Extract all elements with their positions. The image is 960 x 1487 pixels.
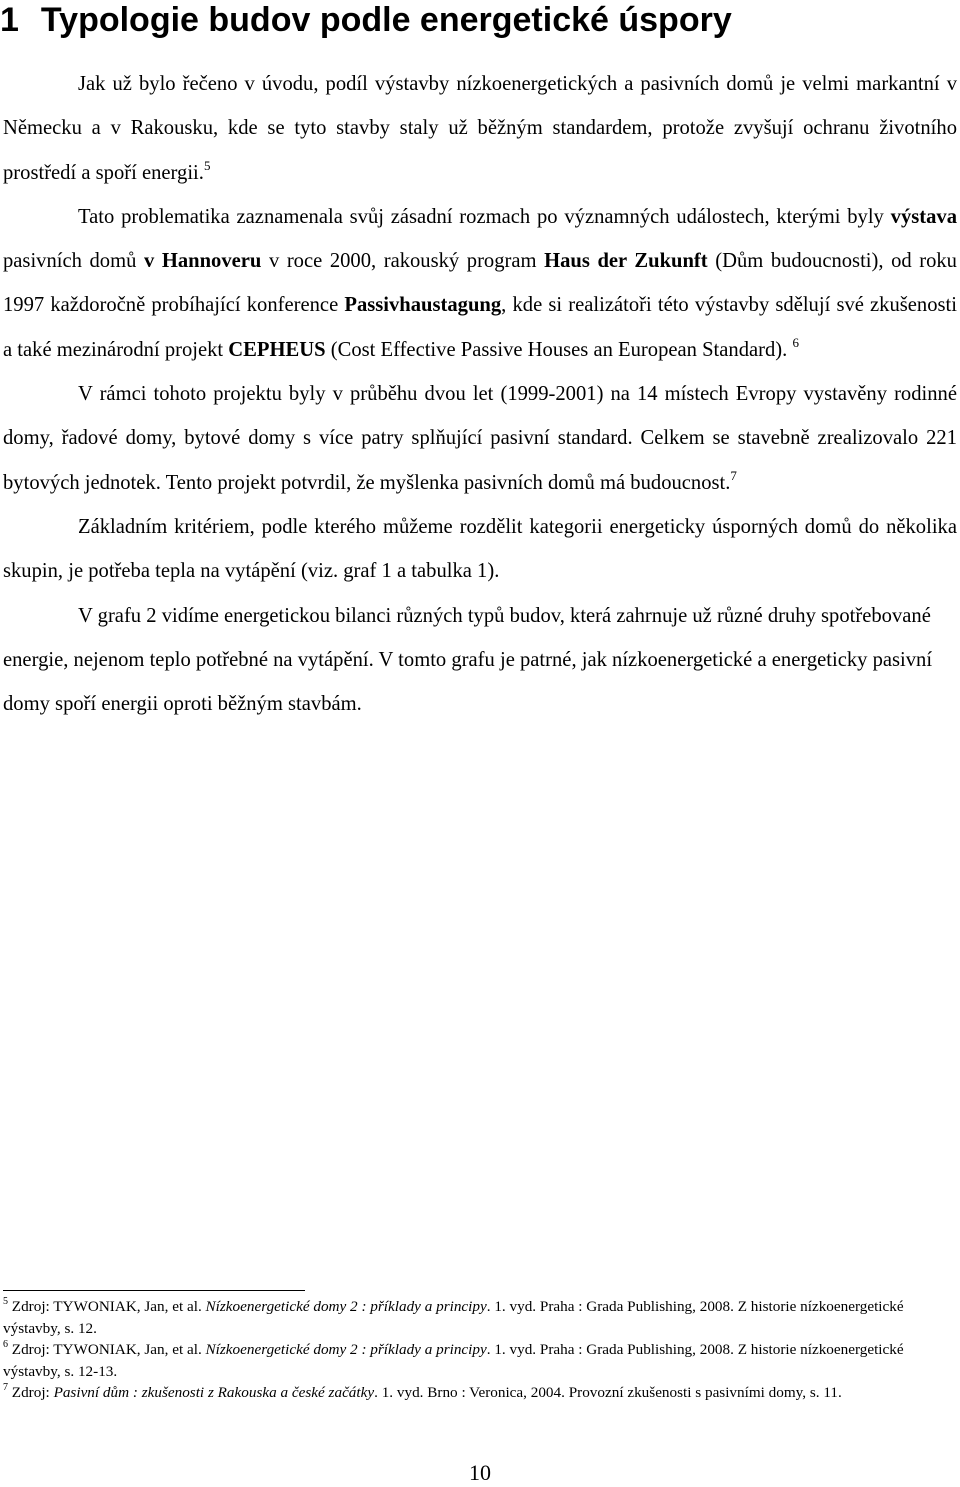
- bold-term: Passivhaustagung: [344, 294, 502, 317]
- footnote-text: . 1. vyd. Praha : Grada Publishing, 2008. Z historie nízkoenergetické výstavby, s. 12-13.: [3, 1341, 904, 1380]
- footnote-title: Pasivní dům : zkušenosti z Rakouska a české začátky: [53, 1384, 375, 1402]
- bold-term: CEPHEUS: [228, 338, 326, 361]
- paragraph-graph: [3, 594, 957, 727]
- footnote-6: [3, 1339, 958, 1382]
- footnote-title: Nízkoenergetické domy 2 : příklady a principy: [205, 1298, 487, 1315]
- footnote-ref-6[interactable]: 6: [792, 334, 799, 350]
- paragraph-text: (Dům budoucnosti), od roku 1997 každoročně probíhající konference: [3, 250, 957, 317]
- footnote-text: . 1. vyd. Praha : Grada Publishing, 2008. Z historie nízkoenergetické výstavby, s. 12.: [3, 1298, 904, 1337]
- paragraph-project: [3, 372, 957, 505]
- footnote-ref-7[interactable]: 7: [730, 467, 737, 483]
- paragraph-text: , kde si realizátoři této výstavby sdělují své zkušenosti a také mezinárodní projekt: [3, 294, 957, 361]
- footnote-number: 6: [3, 1339, 8, 1351]
- footnote-text: Zdroj: TYWONIAK, Jan, et al.: [8, 1298, 206, 1315]
- paragraph-intro: [3, 62, 957, 195]
- footnote-text: Zdroj:: [8, 1384, 54, 1402]
- paragraph-text: v roce 2000, rakouský program: [261, 250, 545, 273]
- footnote-text: . 1. vyd. Brno : Veronica, 2004. Provozní zkušenosti s pasivními domy, s. 11.: [374, 1384, 842, 1402]
- body-text: [3, 62, 957, 726]
- section-number: 1: [0, 1, 19, 39]
- paragraph-events: [3, 195, 957, 372]
- footnote-title: Nízkoenergetické domy 2 : příklady a principy: [205, 1341, 487, 1359]
- paragraph-text: Tato problematika zaznamenala svůj zásadní rozmach po významných událostech, kterými byly: [78, 205, 891, 228]
- footnote-text: Zdroj: TYWONIAK, Jan, et al.: [8, 1341, 206, 1359]
- bold-term: v Hannoveru: [143, 250, 262, 273]
- paragraph-text: pasivních domů: [3, 250, 144, 273]
- paragraph-text: V rámci tohoto projektu byly v průběhu dvou let (1999-2001) na 14 místech Evropy vystavěny rodinné domy, řadové domy, bytové domy s více patry splňující pasivní standard. Celkem se stavebně zrealizovalo 221 bytových jednotek. Tento projekt potvrdil, že myšlenka pasivních domů má budoucnost.: [3, 383, 957, 494]
- footnote-number: 5: [3, 1295, 8, 1307]
- paragraph-text: Základním kritériem, podle kterého můžeme rozdělit kategorii energeticky úsporných domů do několika skupin, je potřeba tepla na vytápění (viz. graf 1 a tabulka 1).: [3, 515, 957, 583]
- paragraph-criterion: [3, 505, 957, 594]
- footnote-ref-5[interactable]: 5: [203, 157, 211, 173]
- bold-term: výstava: [890, 205, 957, 228]
- section-heading: [0, 0, 960, 40]
- footnote-number: 7: [3, 1382, 8, 1394]
- page-number: 10: [469, 1460, 491, 1485]
- section-title: Typologie budov podle energetické úspory: [40, 1, 732, 39]
- footnote-separator: [3, 1290, 305, 1291]
- paragraph-text: Jak už bylo řečeno v úvodu, podíl výstavby nízkoenergetických a pasivních domů je velmi markantní v Německu a v Rakousku, kde se tyto stavby staly už běžným standardem, protože zvyšují ochranu životního prostředí a spoří energii.: [3, 73, 957, 184]
- footnotes: [3, 1296, 958, 1404]
- footnote-5: [3, 1296, 958, 1339]
- paragraph-text: V grafu 2 vidíme energetickou bilanci různých typů budov, která zahrnuje už různé druhy spotřebované energie, nejenom teplo potřebné na vytápění. V tomto grafu je patrné, jak nízkoenergetické a energeticky pasivní domy spoří energii oproti běžným stavbám.: [3, 604, 933, 716]
- footnote-7: [3, 1382, 958, 1404]
- bold-term: Haus der Zukunft: [544, 250, 708, 273]
- paragraph-text: (Cost Effective Passive Houses an European Standard).: [325, 338, 793, 361]
